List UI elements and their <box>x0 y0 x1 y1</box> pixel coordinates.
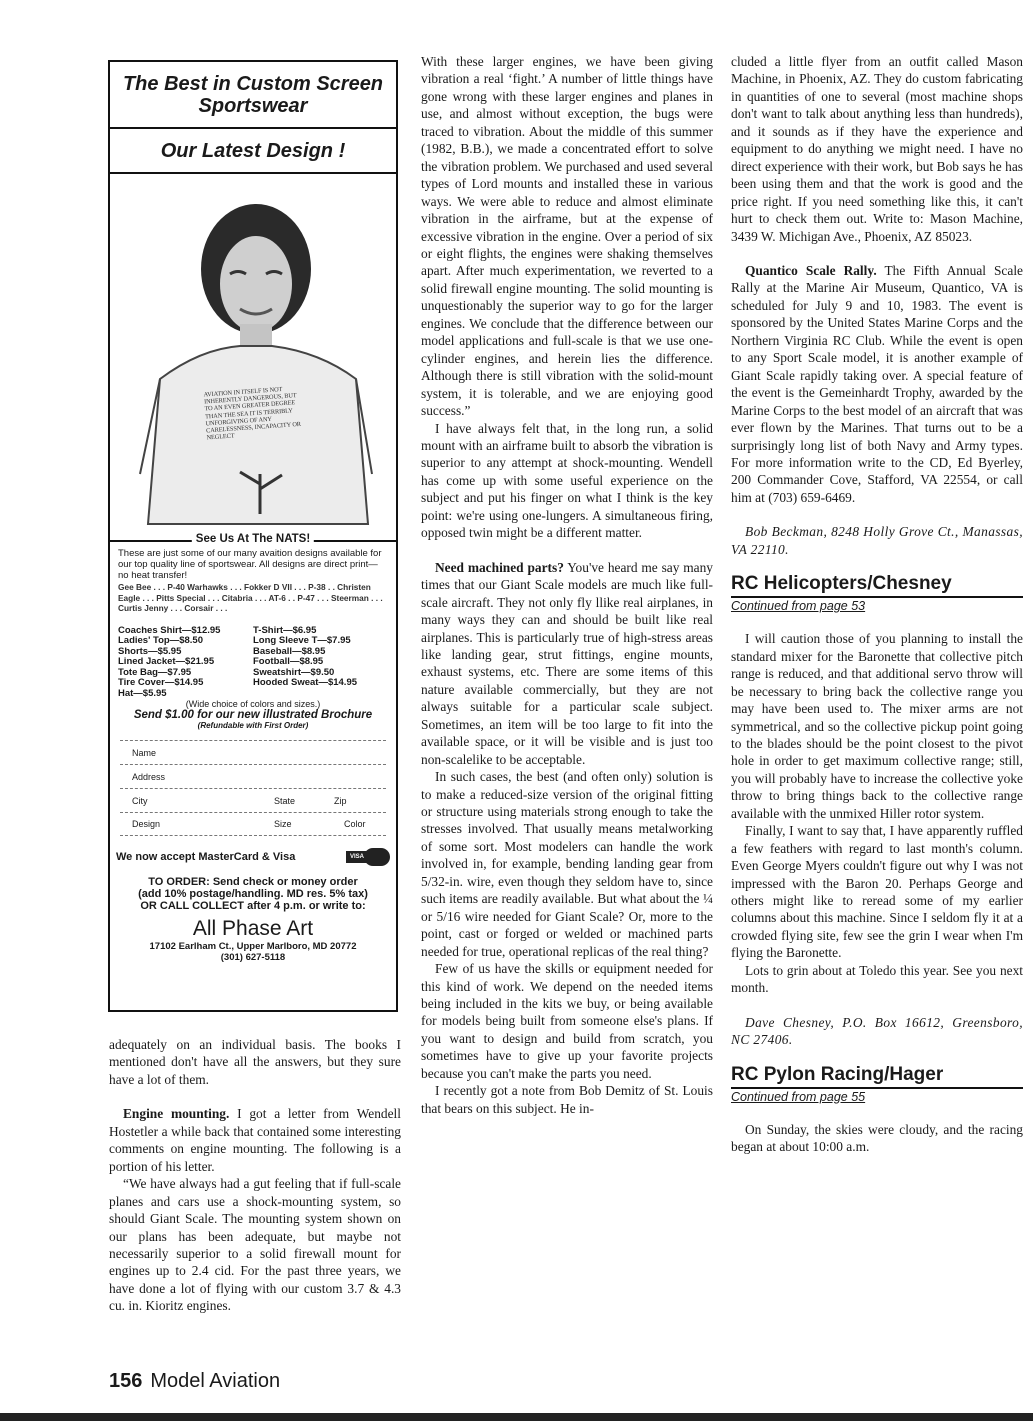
paragraph: On Sunday, the skies were cloudy, and the racing began at about 10:00 a.m. <box>731 1121 1023 1155</box>
ad-choice-note: (Wide choice of colors and sizes.) <box>185 699 321 709</box>
order-form <box>110 740 396 836</box>
ad-title: The Best in Custom Screen Sportswear <box>110 62 396 129</box>
price-item: Hooded Sweat—$14.95 <box>253 677 358 688</box>
paragraph: Lots to grin about at Toledo this year. See you next month. <box>731 962 1023 996</box>
cards-accepted: We now accept MasterCard & Visa VISA <box>116 848 390 866</box>
left-column <box>109 1036 401 1315</box>
paragraph: I have always felt that, in the long run, a solid mount with an airframe built to absorb the vibration is superior to any attempt at shock-mounting. Wendell has come up with some useful experience on the subject and put his finger on what I think is the key point: we're using one-lungers. A simultaneous firing, opposed twin might be a different matter. <box>421 420 713 541</box>
section-title: RC Pylon Racing/Hager <box>731 1063 944 1085</box>
ad-refund: (Refundable with First Order) <box>197 721 309 730</box>
paragraph: Quantico Scale Rally. The Fifth Annual Scale Rally at the Marine Air Museum, Quantico, VA is scheduled for July 9 and 10, 1983. The event is sponsored by the United States Marine Corps and the Northern Virginia RC Club. While the event is open to any Sport Scale model, it is another example of Giant Scale rapidly taking over. A special feature of the event is the Gemeinhardt Trophy, awarded by the Marine Corps to the best model of an aircraft that was ever flown by the Marines. That turns out to be a surprisingly long list of both Navy and Army types. For more information write to the CD, Ed Byerley, 200 Commander Cove, Stafford, VA 22554, or call him at (703) 659-6469. <box>731 262 1023 505</box>
ad-photo <box>110 174 396 540</box>
subheading: Need machined parts? <box>435 559 564 575</box>
address-field[interactable]: Address <box>120 764 386 788</box>
author-signature: Dave Chesney, P.O. Box 16612, Greensboro, NC 27406. <box>731 1014 1023 1048</box>
paragraph: With these larger engines, we have been giving vibration a real ‘fight.’ A number of little things have gone wrong with these larger engines and planes in use, and almost without exception, the bugs were traced to vibration. About the middle of this summer (1982, B.B.), we made a concentrated effort to solve the vibration problem. We purchased and used several types of Lord mounts and installed these in various ways. We were able to reduce and almost eliminate vibration in the airframe, but at the expense of excessive vibration in the engine. Over a period of six or eight flights, the engines were shaking themselves apart. After much experimentation, we reverted to a solid firewall engine mounting. The solid mounting is unquestionably the superior way to go for the larger engines. We conclude that the difference between our model applications and full-scale is that we use one-cylinder engines, and herein lies the difference. Although there is still vibration with the solid-mount system, it is tolerable, and we are enjoying good success.” <box>421 54 713 419</box>
paragraph: adequately on an individual basis. The books I mentioned don't have all the answers, but they sure have a lot of them. <box>109 1037 401 1087</box>
man-in-tshirt-illustration <box>110 174 396 540</box>
price-item: Lined Jacket—$21.95 <box>118 656 215 667</box>
order-instructions: TO ORDER: Send check or money order (add 10% postage/handling. MD res. 5% tax) OR CALL COLLECT after 4 p.m. or write to: <box>138 876 368 912</box>
page-footer <box>109 1370 280 1393</box>
paragraph: Need machined parts? You've heard me say many times that our Giant Scale models are much like full-scale aircraft. They not only fly llike real airplanes, in many ways they can and should be built like real airplanes. This is particularly true of high-stress areas like landing gear, strut fittings, engine mounts, exhaust systems, etc. There are some items of this nature available commercially, but they are not always suitable for a particular scale subject. Sometimes, an item will be too large to fit into the available space, or it will be visible and is just too non-scalelike to be acceptable. <box>421 559 713 767</box>
ad-intro: These are just some of our many avaition designs available for our top quality line of sportswear. All designs are direct print—no heat transfer! <box>118 548 382 581</box>
paragraph: I will caution those of you planning to install the standard mixer for the Baronette that collective pitch range is reduced, and that additional servo throw will be necessary to bring back the collective range you may have been used to. The mixer arms are not symmetrical, and so the collective pickup point going to the blades should be the point closest to the pivot hole in order to get maximum collective range; still, you will probably have to increase the collective yoke throw to bring things back to the collective range available with the unmixed Hiller rotor system. <box>731 631 1023 821</box>
ad-designs: Gee Bee . . . P-40 Warhawks . . . Fokker D VII . . . P-38 . . Christen Eagle . . . Pitts Special . . . Citabria . . . AT-6 . . P-47 . . . Steerman . . . Curtis Jenny . . . Corsair . . . <box>118 582 383 613</box>
nats-section <box>110 533 396 730</box>
company-phone: (301) 627-5118 <box>220 952 286 963</box>
advertisement <box>108 60 398 1012</box>
right-column <box>731 53 1023 1156</box>
name-field[interactable]: Name <box>120 740 386 764</box>
paragraph: Few of us have the skills or equipment needed for this kind of work. We depend on the needed items being included in the kits we buy, or being available for models being built from someone else's plans. If you want to design and build from scratch, you sometimes have to give up your favorite projects because you can't make the parts you need. <box>421 961 713 1081</box>
subheading: Engine mounting. <box>123 1106 230 1122</box>
price-item: Tote Bag—$7.95 <box>118 666 192 678</box>
city-state-zip-field[interactable]: City State Zip <box>120 788 386 812</box>
middle-column <box>421 53 713 1117</box>
continued-from: Continued from page 53 <box>731 596 1023 614</box>
credit-card-logos-icon: VISA <box>346 848 390 866</box>
price-item: T-Shirt—$6.95 <box>253 624 317 636</box>
price-item: Sweatshirt—$9.50 <box>253 666 335 678</box>
page-number: 156 <box>109 1370 143 1392</box>
paragraph: “We have always had a gut feeling that if full-scale planes and cars use a shock-mounting system, so should Giant Scale. The mounting system shown on our plans has been adequate, but maybe not necessarily superior to a solid firewall mount for engines up to 2.4 cid. For the past three years, we have done a lot of flying with our custom 3.7 & 4.3 cu. in. Kioritz engines. <box>109 1176 401 1314</box>
scan-edge <box>0 1413 1033 1421</box>
price-item: Baseball—$8.95 <box>253 645 326 657</box>
paragraph: cluded a little flyer from an outfit called Mason Machine, in Phoenix, AZ. They do custom fabricating in quantities of one to several (most machine shops don't want to talk about anything less than hundreds), and it sounds as if they have the experience and equipment to do anything we might need. I have no direct experience with their work, but Bob says he has been using them and that the work is good and the price right. If you need something like this, it can't hurt to check them out. Write to: Mason Machine, 3439 W. Michigan Ave., Phoenix, AZ 85023. <box>731 54 1023 244</box>
paragraph: In such cases, the best (and often only) solution is to make a reduced-size version of the original fitting or structure using materials strong enough to take the stresses involved. That usually means metalworking of some sort. Most modelers can handle the work involved in, for example, bending landing gear from 5/32-in. wire, even though they seldom have to, since such items are readily available. But what about the ¼ or 5/16 wire needed for Giant Scale? Or, more to the point, cast or forged or welded or machined parts needed for true, operational replicas of the real thing? <box>421 769 713 959</box>
magazine-name: Model Aviation <box>150 1370 281 1392</box>
author-signature: Bob Beckman, 8248 Holly Grove Ct., Manassas, VA 22110. <box>731 524 1023 557</box>
company-address: 17102 Earlham Ct., Upper Marlboro, MD 20772 <box>149 941 357 952</box>
paragraph: I recently got a note from Bob Demitz of St. Louis that bears on this subject. He in- <box>421 1083 713 1116</box>
design-size-color-field[interactable]: Design Size Color <box>120 812 386 836</box>
company-name: All Phase Art <box>192 917 314 940</box>
shirt-print-text: AVIATION IN ITSELF IS NOT INHERENTLY DANGEROUS, BUT TO AN EVEN GREATER DEGREE THAN THE SEA IT IS TERRIBLY UNFORGIVING OF ANY CARELESSNESS, INCAPACITY OR NEGLECT <box>203 386 302 442</box>
nats-heading: See Us At The NATS! <box>192 533 314 545</box>
price-item: Long Sleeve T—$7.95 <box>253 635 351 646</box>
continued-from: Continued from page 55 <box>731 1087 1023 1105</box>
paragraph: Engine mounting. I got a letter from Wendell Hostetler a while back that contained some interesting comments on engine mounting. The following is a portion of his letter. <box>109 1106 401 1174</box>
subheading: Quantico Scale Rally. <box>745 262 877 278</box>
price-item: Football—$8.95 <box>253 656 324 667</box>
price-item: Coaches Shirt—$12.95 <box>118 624 221 636</box>
price-list <box>118 626 388 700</box>
ad-subtitle: Our Latest Design ! <box>110 129 396 174</box>
price-item: Ladies' Top—$8.50 <box>118 635 203 646</box>
price-item: Shorts—$5.95 <box>118 645 182 657</box>
paragraph: Finally, I want to say that, I have apparently ruffled a few feathers with regard to last month's column. Even George Myers couldn't figure out why I was not impressed with the Baron 20. Perhaps George and others might like to reread some of my earlier columns about this machine. Since I seldom fly it at a crowded flying site, few see the grin I wear when I'm flying the Baronette. <box>731 823 1023 961</box>
price-item: Tire Cover—$14.95 <box>118 677 204 688</box>
section-title: RC Helicopters/Chesney <box>731 573 952 595</box>
price-item: Hat—$5.95 <box>118 687 167 699</box>
ad-brochure: Send $1.00 for our new illustrated Brochure <box>133 709 373 721</box>
